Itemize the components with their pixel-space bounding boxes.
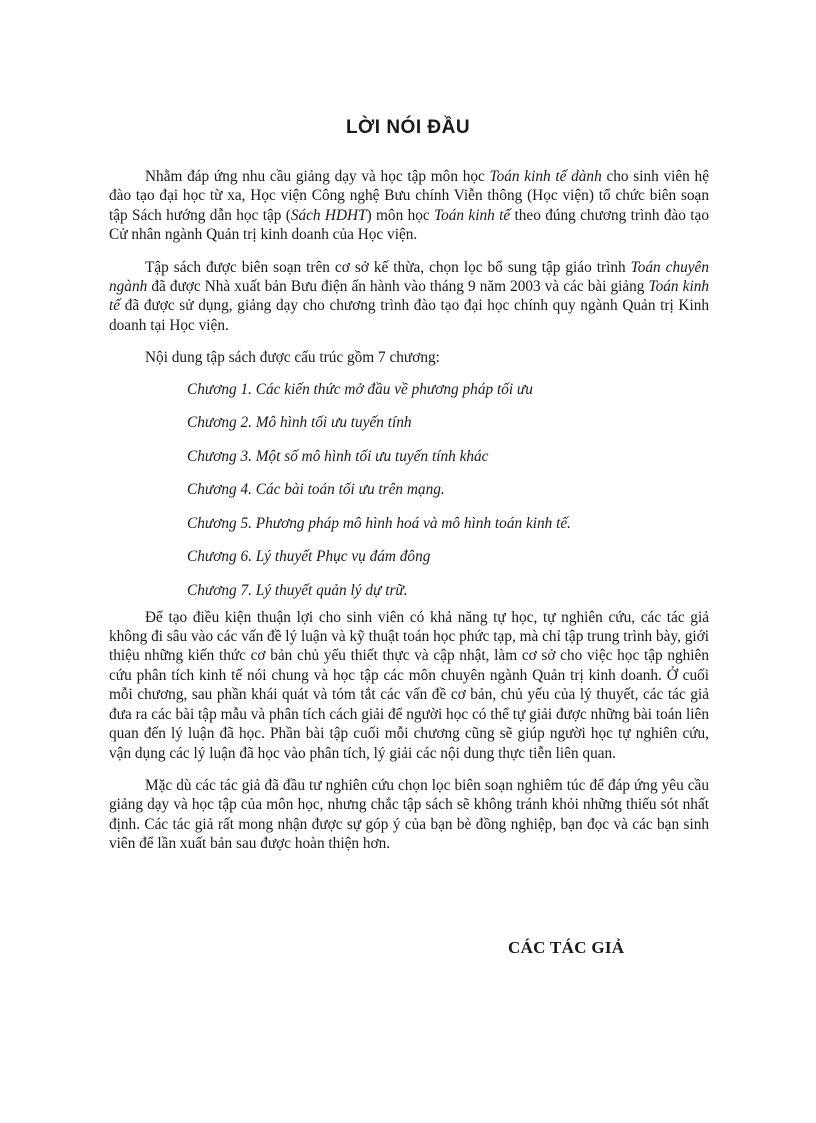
paragraph-approach: Để tạo điều kiện thuận lợi cho sinh viên có khả năng tự học, tự nghiên cứu, các tác giả không đi sâu vào các vấn đề lý luận và kỹ thuật toán học phức tạp, mà chỉ tập trung trình bày, giới thiệu những kiến thức cơ bản chủ yếu thiết thực và cập nhật, làm cơ sở cho việc học tập nghiên cứu phân tích kinh tế nói chung và học tập các môn chuyên ngành Quản trị kinh doanh. Ở cuối mỗi chương, sau phần khái quát và tóm tắt các vấn đề cơ bản, chủ yếu của lý thuyết, các tác giả đưa ra các bài tập mẫu và phân tích cách giải để người học có thể tự giải được những bài toán liên quan đến lý luận đã học. Phần bài tập cuối mỗi chương cũng sẽ giúp người học tự nghiên cứu, vận dụng các lý luận đã học vào phân tích, lý giải các nội dung thực tiễn liên quan.: [109, 608, 709, 762]
chapter-item: Chương 1. Các kiến thức mở đầu về phương pháp tối ưu: [187, 380, 533, 398]
document-body: [109, 167, 709, 867]
paragraph-intro-text-1: Nhằm đáp ứng nhu cầu giảng dạy và học tập môn học: [145, 168, 490, 185]
chapter-item: Chương 2. Mô hình tối ưu tuyến tính: [187, 414, 412, 432]
paragraph-intro-text-3: ) môn học: [366, 206, 435, 224]
paragraph-intro-text-2: cho sinh viên hệ đào tạo đại học từ xa, Học viện Công nghệ Bưu chính Viễn thông (Học viện) tổ chức biên soạn tập Sách hướng dẫn học tập (: [109, 168, 709, 224]
paragraph-closing: Mặc dù các tác giả đã đầu tư nghiên cứu chọn lọc biên soạn nghiêm túc để đáp ứng yêu cầu giảng dạy và học tập của môn học, nhưng chắc tập sách sẽ không tránh khỏi những thiếu sót nhất định. Các tác giả rất mong nhận được sự góp ý của bạn bè đồng nghiệp, bạn đọc và các bạn sinh viên để lần xuất bản sau được hoàn thiện hơn.: [109, 776, 709, 853]
paragraph-sources-italic-2: Toán kinh tế: [109, 278, 709, 315]
paragraph-structure: Nội dung tập sách được cấu trúc gồm 7 chương:: [145, 349, 440, 367]
chapter-item: Chương 6. Lý thuyết Phục vụ đám đông: [187, 548, 431, 566]
paragraph-intro-italic-2: Sách HDHT: [290, 206, 367, 224]
paragraph-sources-text-2: đã được Nhà xuất bản Bưu điện ấn hành vào tháng 9 năm 2003 và các bài giảng: [147, 278, 649, 296]
chapter-list: [109, 380, 709, 608]
paragraph-sources: [109, 258, 709, 336]
author-signature: CÁC TÁC GIẢ: [508, 938, 625, 957]
paragraph-intro-text-4: theo đúng chương trình đào tạo Cử nhân ngành Quản trị kinh doanh của Học viện.: [109, 206, 709, 244]
page-title: LỜI NÓI ĐẦU: [345, 117, 471, 138]
paragraph-sources-italic-1: Toán chuyên ngành: [109, 258, 709, 296]
chapter-item: Chương 4. Các bài toán tối ưu trên mạng.: [187, 481, 445, 499]
paragraph-sources-text-3: đã được sử dụng, giảng dạy cho chương trình đào tạo đại học chính quy ngành Quản trị Kinh doanh tại Học viện.: [109, 297, 709, 334]
chapter-item: Chương 7. Lý thuyết quản lý dự trữ.: [187, 581, 408, 599]
paragraph-sources-text-1: Tập sách được biên soạn trên cơ sở kế thừa, chọn lọc bổ sung tập giáo trình: [145, 258, 631, 276]
paragraph-intro-italic-3: Toán kinh tế: [434, 206, 511, 224]
paragraph-intro-italic-1: Toán kinh tế dành: [489, 168, 602, 185]
paragraph-intro: [109, 167, 709, 245]
chapter-item: Chương 3. Một số mô hình tối ưu tuyến tính khác: [187, 447, 489, 465]
chapter-item: Chương 5. Phương pháp mô hình hoá và mô hình toán kinh tế.: [187, 514, 571, 532]
